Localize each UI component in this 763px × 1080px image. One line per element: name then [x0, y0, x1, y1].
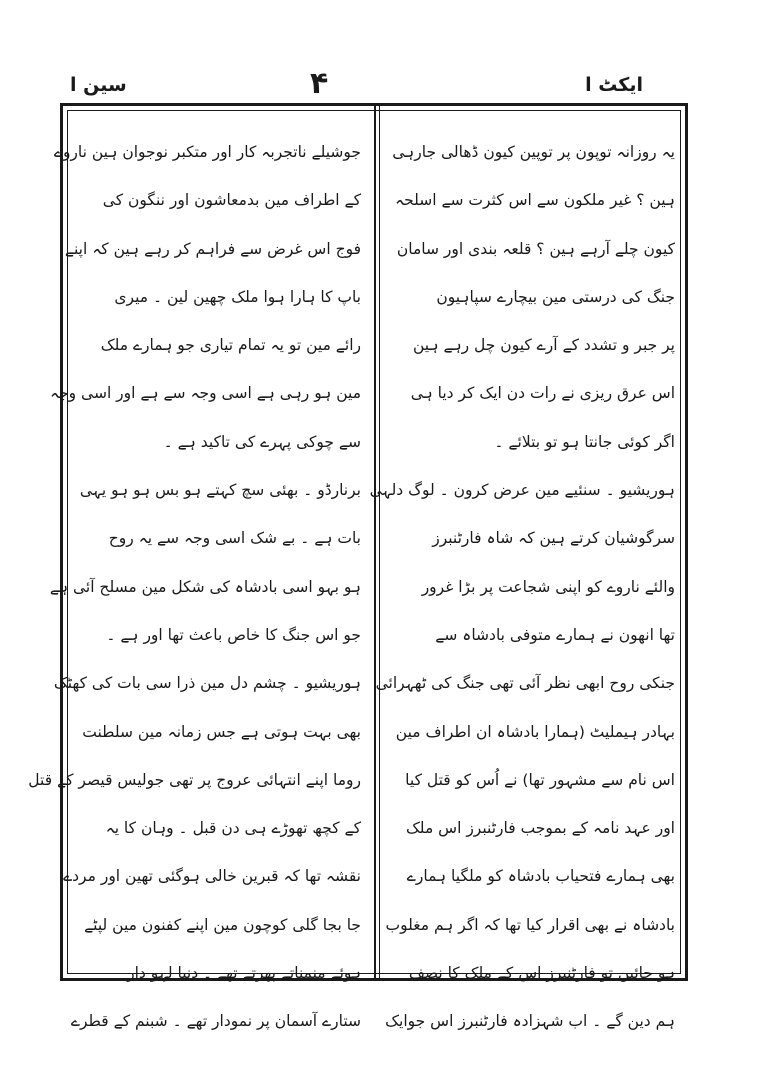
text-line: ہوریشیو ۔ چشم دل مین ذرا سی بات کی کھٹک [53, 674, 361, 693]
text-line: بھی ہمارے فتحیاب بادشاہ کو ملگیا ہمارے [406, 867, 675, 886]
text-line: جو اس جنگ کا خاص باعث تھا اور ہے ۔ [106, 625, 361, 644]
text-line: بہادر ہیملیٹ (ہمارا بادشاہ ان اطراف مین [395, 722, 675, 741]
text-line: کیون چلے آرہے ہین ؟ قلعہ بندی اور سامان [396, 239, 675, 258]
text-line: اس عرق ریزی نے رات دن ایک کر دیا ہی [410, 384, 675, 403]
text-line: بات ہے ۔ بے شک اسی وجہ سے یہ روح [108, 529, 361, 548]
text-line: بھی بہت ہوتی ہے جس زمانہ مین سلطنت [82, 722, 361, 741]
text-line: جوشیلے ناتجربہ کار اور متکبر نوجوان ہین ناروے [53, 143, 361, 161]
text-column-right [369, 128, 675, 1046]
text-line: کے کچھ تھوڑے ہی دن قبل ۔ وہان کا یہ [105, 819, 361, 838]
text-line: یہ روزانہ توپون پر توپین کیون ڈھالی جارہی [392, 143, 675, 161]
text-line: اور عہد نامہ کے بموجب فارٹنبرز اس ملک [405, 819, 675, 838]
text-line: ہو جائین تو فارٹنبرز اس کے ملک کا نصف [408, 964, 675, 983]
text-column-left [28, 128, 361, 1046]
text-line: جنگ کی درستی مین بیچارے سپاہیون [436, 287, 675, 306]
text-line: ہو بہو اسی بادشاہ کی شکل مین مسلح آئی ہے [49, 577, 361, 596]
text-line: کے اطراف مین بدمعاشون اور ننگون کی [102, 191, 361, 210]
page-number: ۴ [310, 66, 329, 101]
text-line: باپ کا ہارا ہوا ملک چھین لین ۔ میری [114, 287, 361, 306]
text-line: اس نام سے مشہور تھا) نے اُس کو قتل کیا [405, 770, 675, 789]
text-line: والئے ناروے کو اپنی شجاعت پر بڑا غرور [421, 577, 675, 596]
text-line: جنکی روح ابھی نظر آئی تھی جنگ کی ٹھہرائی [375, 674, 675, 693]
text-line: بادشاہ نے بھی اقرار کیا تھا کہ اگر ہم مغلوب [385, 915, 675, 934]
text-line: برنارڈو ۔ بھئی سچ کہتے ہو بس ہو ہو یہی [79, 481, 361, 500]
text-line: مین ہو رہی ہے اسی وجہ سے ہے اور اسی وجہ [49, 384, 361, 403]
text-line: جا بجا گلی کوچون مین اپنے کفنون مین لپٹے [84, 915, 361, 934]
text-line: تھا انھون نے ہمارے متوفی بادشاہ سے [435, 625, 675, 644]
text-line: پر جبر و تشدد کے آرے کیون چل رہے ہین [413, 336, 675, 355]
text-line: ہوریشیو ۔ سنئیے مین عرض کرون ۔ لوگ دلہی [369, 481, 675, 500]
header-scene-label: سین ا [70, 74, 127, 96]
text-line: ہوئے منمناتے پھرتے تھے ۔ دنیا لہو دار [127, 964, 361, 983]
text-line: نقشہ تھا کہ قبرین خالی ہوگئی تھین اور مردے [63, 867, 361, 886]
text-line: سرگوشیان کرتے ہین کہ شاہ فارٹنبرز [432, 529, 675, 548]
page-frame [28, 103, 688, 1031]
text-line: فوج اس غرض سے فراہم کر رہے ہین کہ اپنے [64, 239, 361, 258]
header-act-label: ایکٹ ا [585, 74, 643, 96]
column-divider-inner [379, 106, 380, 978]
text-line: ہین ؟ غیر ملکون سے اس کثرت سے اسلحہ [395, 191, 675, 210]
text-line: سے چوکی پہرے کی تاکید ہے ۔ [163, 432, 361, 451]
text-line: اگر کوئی جانتا ہو تو بتلائے ۔ [494, 432, 675, 451]
text-line: ستارے آسمان پر نمودار تھے ۔ شبنم کے قطرے [70, 1012, 361, 1031]
text-line: ہم دین گے ۔ اب شہزادہ فارٹنبرز اس جوایک [385, 1012, 675, 1031]
text-line: رائے مین تو یہ تمام تیاری جو ہمارے ملک [100, 336, 361, 355]
column-divider [374, 106, 376, 978]
text-line: روما اپنے انتہائی عروج پر تھی جولیس قیصر کے قتل [28, 770, 361, 789]
